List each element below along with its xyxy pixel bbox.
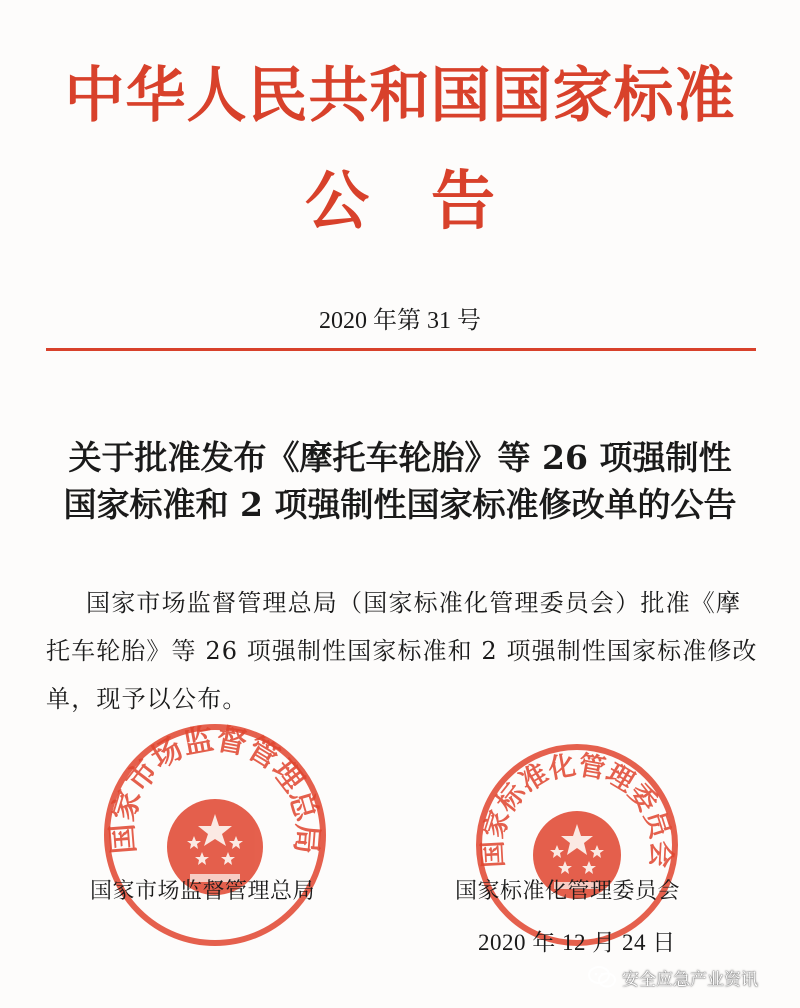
seal1-text: 国家市场监督管理总局 — [105, 722, 325, 856]
wechat-icon — [588, 965, 616, 989]
wechat-watermark — [588, 960, 758, 994]
watermark-text: 安全应急产业资讯 — [622, 969, 758, 990]
body-text-line2: 托车轮胎》等 26 项强制性国家标准和 2 项强制性国家标准修改 — [46, 637, 758, 665]
document-subtitle: 公告 — [305, 164, 557, 239]
document-number: 2020 年第 31 号 — [319, 308, 481, 334]
signer-samr: 国家市场监督管理总局 — [90, 879, 316, 904]
red-divider — [46, 348, 756, 351]
announcement-date: 2020 年 12 月 24 日 — [478, 930, 676, 955]
sac-seal — [474, 742, 680, 948]
body-text-line3: 单，现予以公布。 — [46, 685, 248, 713]
announcement-heading-line2: 国家标准和 2 项强制性国家标准修改单的公告 — [63, 485, 737, 524]
body-text-line1: 国家市场监督管理总局（国家标准化管理委员会）批准《摩 — [86, 589, 742, 617]
signer-sac: 国家标准化管理委员会 — [455, 879, 681, 904]
seal2-text: 国家标准化管理委员会 — [477, 749, 677, 869]
samr-seal — [102, 722, 328, 948]
announcement-heading-line1: 关于批准发布《摩托车轮胎》等 26 项强制性 — [68, 438, 732, 477]
document-title: 中华人民共和国国家标准 — [64, 61, 736, 131]
